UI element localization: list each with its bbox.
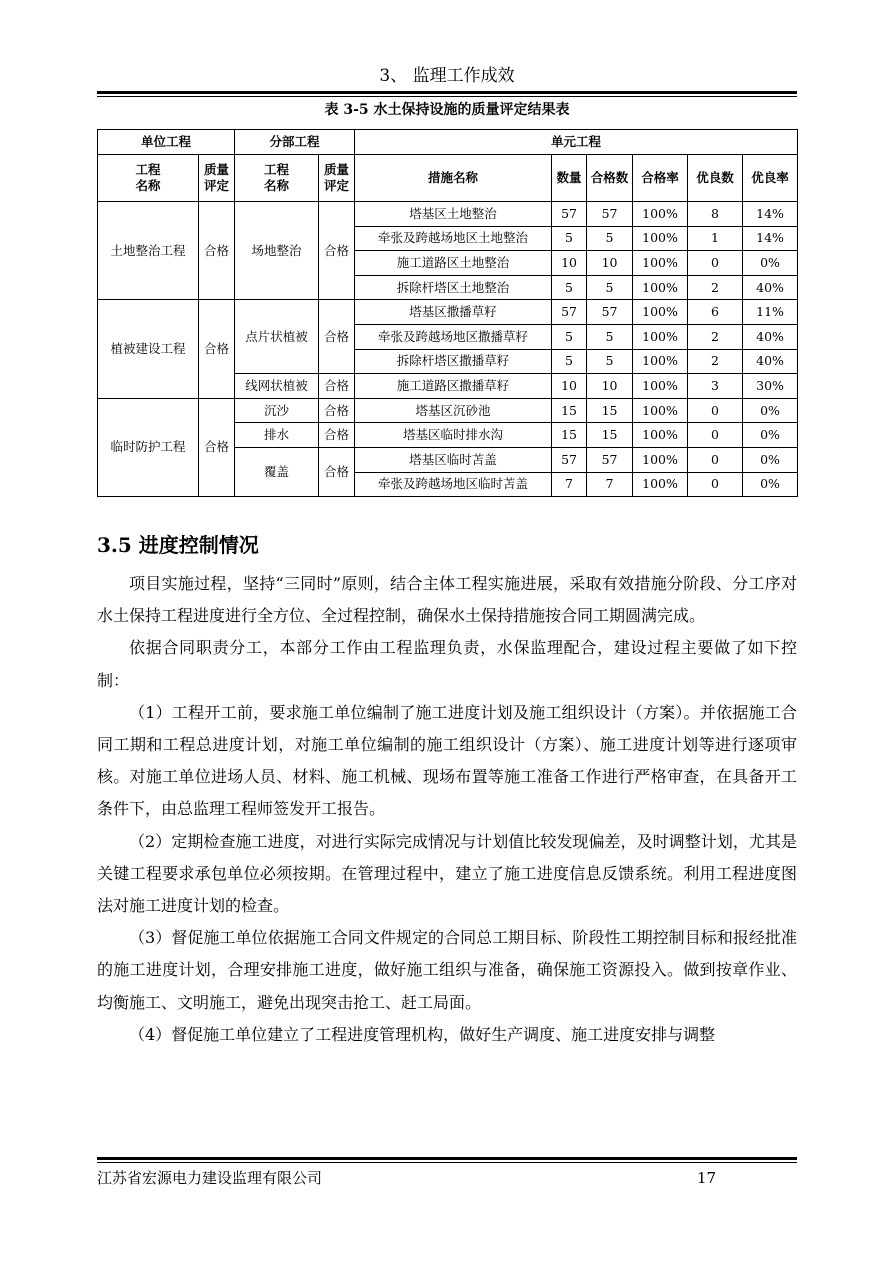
measure-cell: 塔基区临时苫盖 xyxy=(355,447,552,472)
count-cell: 7 xyxy=(552,472,587,497)
measure-cell: 塔基区撒播草籽 xyxy=(355,300,552,325)
excellent-cell: 2 xyxy=(688,275,743,300)
section-title: 3.5 进度控制情况 xyxy=(97,533,259,557)
passed-cell: 7 xyxy=(587,472,633,497)
measure-cell: 牵张及跨越场地区土地整治 xyxy=(355,226,552,251)
measure-cell: 施工道路区土地整治 xyxy=(355,251,552,276)
header-excellent: 优良数 xyxy=(688,155,743,202)
count-cell: 57 xyxy=(552,447,587,472)
count-cell: 10 xyxy=(552,251,587,276)
unit-name-cell: 临时防护工程 xyxy=(98,398,199,496)
unit-quality-cell: 合格 xyxy=(199,300,235,398)
excellent-rate-cell: 0% xyxy=(743,398,798,423)
count-cell: 5 xyxy=(552,324,587,349)
count-cell: 5 xyxy=(552,275,587,300)
excellent-rate-cell: 11% xyxy=(743,300,798,325)
unit-name-cell: 植被建设工程 xyxy=(98,300,199,398)
excellent-cell: 6 xyxy=(688,300,743,325)
footer-rule-thick xyxy=(97,1157,797,1160)
division-quality-cell: 合格 xyxy=(319,202,355,300)
table-row xyxy=(98,398,798,423)
excellent-rate-cell: 14% xyxy=(743,226,798,251)
header-measure: 措施名称 xyxy=(355,155,552,202)
passed-cell: 5 xyxy=(587,324,633,349)
count-cell: 57 xyxy=(552,202,587,227)
page-number: 17 xyxy=(697,1169,717,1187)
excellent-cell: 0 xyxy=(688,398,743,423)
excellent-cell: 0 xyxy=(688,423,743,448)
measure-cell: 塔基区沉砂池 xyxy=(355,398,552,423)
table-row xyxy=(98,202,798,227)
pass-rate-cell: 100% xyxy=(633,300,688,325)
passed-cell: 5 xyxy=(587,275,633,300)
division-name-cell: 覆盖 xyxy=(235,447,319,496)
division-quality-cell: 合格 xyxy=(319,447,355,496)
pass-rate-cell: 100% xyxy=(633,324,688,349)
header-division-name: 工程 名称 xyxy=(235,155,319,202)
footer-company: 江苏省宏源电力建设监理有限公司 xyxy=(97,1169,323,1187)
excellent-cell: 0 xyxy=(688,472,743,497)
footer-rule-thin xyxy=(97,1162,797,1163)
passed-cell: 5 xyxy=(587,349,633,374)
count-cell: 5 xyxy=(552,226,587,251)
excellent-rate-cell: 30% xyxy=(743,374,798,399)
header-unit-quality: 质量 评定 xyxy=(199,155,235,202)
excellent-cell: 8 xyxy=(688,202,743,227)
measure-cell: 牵张及跨越场地区撒播草籽 xyxy=(355,324,552,349)
excellent-rate-cell: 0% xyxy=(743,251,798,276)
paragraph: 依据合同职责分工，本部分工作由工程监理负责，水保监理配合，建设过程主要做了如下控制： xyxy=(97,638,797,690)
pass-rate-cell: 100% xyxy=(633,398,688,423)
header-division-quality: 质量 评定 xyxy=(319,155,355,202)
header-element-project: 单元工程 xyxy=(355,130,798,155)
measure-cell: 拆除杆塔区撒播草籽 xyxy=(355,349,552,374)
passed-cell: 57 xyxy=(587,447,633,472)
unit-quality-cell: 合格 xyxy=(199,202,235,300)
excellent-cell: 0 xyxy=(688,447,743,472)
excellent-rate-cell: 0% xyxy=(743,472,798,497)
count-cell: 10 xyxy=(552,374,587,399)
passed-cell: 57 xyxy=(587,202,633,227)
excellent-cell: 1 xyxy=(688,226,743,251)
passed-cell: 10 xyxy=(587,251,633,276)
page-header-chapter: 3、 监理工作成效 xyxy=(379,66,515,86)
passed-cell: 15 xyxy=(587,398,633,423)
paragraph: 项目实施过程，坚持“三同时”原则，结合主体工程实施进展，采取有效措施分阶段、分工序对水土保持工程进度进行全方位、全过程控制，确保水土保持措施按合同工期圆满完成。 xyxy=(97,574,797,626)
count-cell: 5 xyxy=(552,349,587,374)
header-passed: 合格数 xyxy=(587,155,633,202)
passed-cell: 15 xyxy=(587,423,633,448)
header-count: 数量 xyxy=(552,155,587,202)
pass-rate-cell: 100% xyxy=(633,423,688,448)
excellent-rate-cell: 0% xyxy=(743,447,798,472)
excellent-cell: 0 xyxy=(688,251,743,276)
header-rule-thick xyxy=(97,91,797,94)
measure-cell: 牵张及跨越场地区临时苫盖 xyxy=(355,472,552,497)
measure-cell: 塔基区临时排水沟 xyxy=(355,423,552,448)
division-quality-cell: 合格 xyxy=(319,300,355,374)
pass-rate-cell: 100% xyxy=(633,202,688,227)
count-cell: 15 xyxy=(552,423,587,448)
excellent-rate-cell: 40% xyxy=(743,349,798,374)
paragraph: （3）督促施工单位依据施工合同文件规定的合同总工期目标、阶段性工期控制目标和报经批准的施工进度计划，合理安排施工进度，做好施工组织与准备，确保施工资源投入。做到按章作业、均衡施工、文明施工，避免出现突击抢工、赶工局面。 xyxy=(97,928,797,1012)
unit-quality-cell: 合格 xyxy=(199,398,235,496)
division-name-cell: 排水 xyxy=(235,423,319,448)
excellent-rate-cell: 40% xyxy=(743,275,798,300)
unit-name-cell: 土地整治工程 xyxy=(98,202,199,300)
pass-rate-cell: 100% xyxy=(633,226,688,251)
division-name-cell: 沉沙 xyxy=(235,398,319,423)
pass-rate-cell: 100% xyxy=(633,472,688,497)
passed-cell: 10 xyxy=(587,374,633,399)
division-quality-cell: 合格 xyxy=(319,423,355,448)
measure-cell: 拆除杆塔区土地整治 xyxy=(355,275,552,300)
measure-cell: 施工道路区撒播草籽 xyxy=(355,374,552,399)
paragraph: （2）定期检查施工进度，对进行实际完成情况与计划值比较发现偏差，及时调整计划，尤其是关键工程要求承包单位必须按期。在管理过程中，建立了施工进度信息反馈系统。利用工程进度图法对施工进度计划的检查。 xyxy=(97,831,797,916)
pass-rate-cell: 100% xyxy=(633,251,688,276)
header-rule-thin xyxy=(97,96,797,97)
pass-rate-cell: 100% xyxy=(633,275,688,300)
pass-rate-cell: 100% xyxy=(633,447,688,472)
measure-cell: 塔基区土地整治 xyxy=(355,202,552,227)
excellent-cell: 2 xyxy=(688,324,743,349)
excellent-rate-cell: 0% xyxy=(743,423,798,448)
table-row xyxy=(98,300,798,325)
table-title: 表 3-5 水土保持设施的质量评定结果表 xyxy=(324,102,570,118)
count-cell: 15 xyxy=(552,398,587,423)
header-excellent-rate: 优良率 xyxy=(743,155,798,202)
excellent-cell: 2 xyxy=(688,349,743,374)
quality-assessment-table xyxy=(97,129,798,497)
division-name-cell: 线网状植被 xyxy=(235,374,319,399)
division-name-cell: 场地整治 xyxy=(235,202,319,300)
pass-rate-cell: 100% xyxy=(633,374,688,399)
paragraph: （4）督促施工单位建立了工程进度管理机构，做好生产调度、施工进度安排与调整 xyxy=(129,1024,716,1044)
header-unit-project: 单位工程 xyxy=(98,130,235,155)
division-quality-cell: 合格 xyxy=(319,374,355,399)
division-name-cell: 点片状植被 xyxy=(235,300,319,374)
excellent-rate-cell: 40% xyxy=(743,324,798,349)
excellent-rate-cell: 14% xyxy=(743,202,798,227)
pass-rate-cell: 100% xyxy=(633,349,688,374)
passed-cell: 57 xyxy=(587,300,633,325)
header-pass-rate: 合格率 xyxy=(633,155,688,202)
paragraph: （1）工程开工前，要求施工单位编制了施工进度计划及施工组织设计（方案）。并依据施工合同工期和工程总进度计划，对施工单位编制的施工组织设计（方案）、施工进度计划等进行逐项审核。对施工单位进场人员、材料、施工机械、现场布置等施工准备工作进行严格审查，在具备开工条件下，由总监理工程师签发开工报告。 xyxy=(97,702,797,819)
header-unit-name: 工程 名称 xyxy=(98,155,199,202)
passed-cell: 5 xyxy=(587,226,633,251)
section-body xyxy=(97,568,797,1051)
count-cell: 57 xyxy=(552,300,587,325)
excellent-cell: 3 xyxy=(688,374,743,399)
division-quality-cell: 合格 xyxy=(319,398,355,423)
header-division-project: 分部工程 xyxy=(235,130,355,155)
